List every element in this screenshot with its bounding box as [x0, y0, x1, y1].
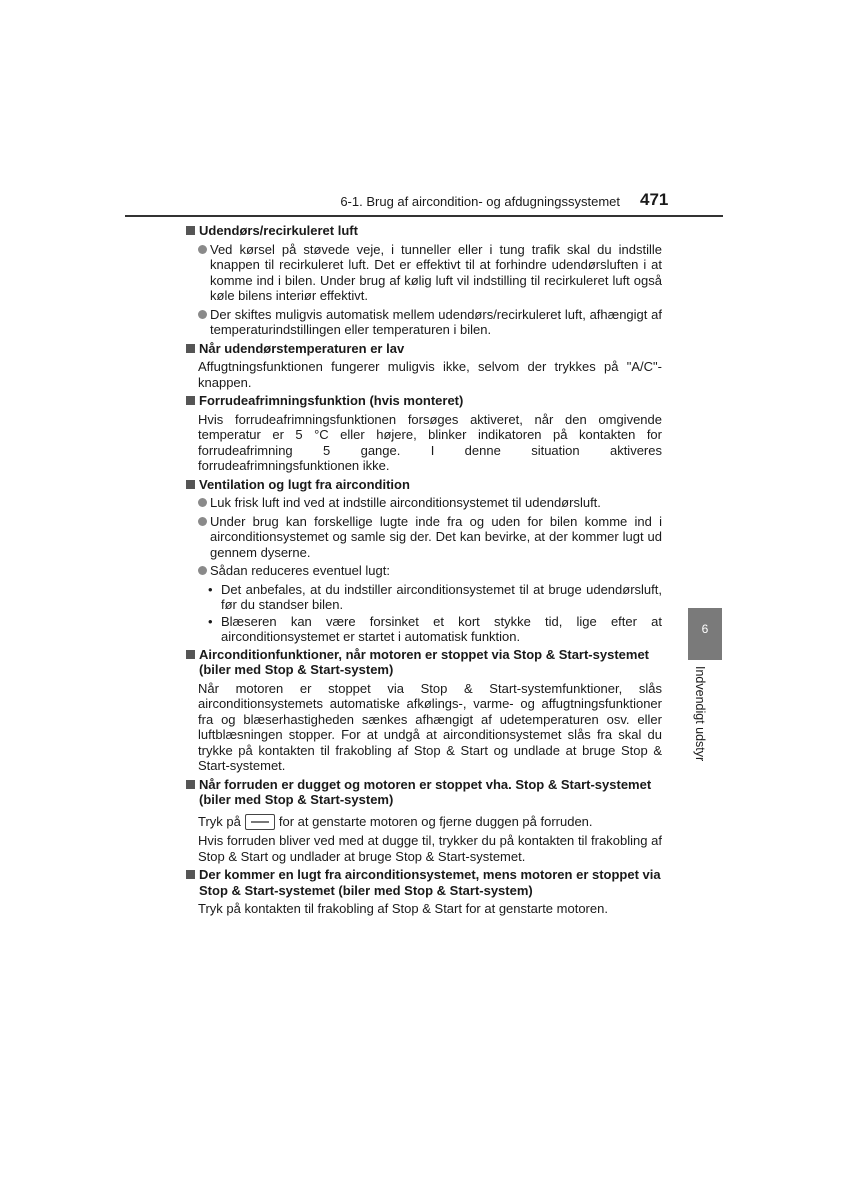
heading-text: Når udendørstemperaturen er lav — [199, 340, 405, 356]
round-bullet-icon — [198, 310, 207, 319]
section-heading — [186, 223, 662, 239]
section-heading — [186, 647, 662, 678]
list-item-text: Sådan reduceres eventuel lugt: — [210, 563, 390, 578]
sub-list-item-text: Det anbefales, at du indstiller airconditionsystemet til at bruge udendørsluft, før du standser bilen. — [221, 581, 662, 612]
list-item-text: Ved kørsel på støvede veje, i tunneller eller i tung trafik skal du indstille knappen til recirkuleret luft. Det er effektivt til at forhindre udendørsluften i at komme ind i bilen. Under brug af kølig luft vil indstilling til recirkuleret luft også køle bilens interiør effektivt. — [210, 241, 662, 303]
round-bullet-icon — [198, 245, 207, 254]
square-bullet-icon — [186, 396, 195, 405]
section-heading — [186, 777, 662, 808]
list-item — [198, 307, 662, 338]
page-number: 471 — [640, 190, 669, 209]
section-heading — [186, 867, 662, 898]
section-fogged-windshield — [186, 777, 662, 865]
section-heading — [186, 341, 662, 357]
paragraph: Affugtningsfunktionen fungerer muligvis ikke, selvom der trykkes på "A/C"-knappen. — [198, 359, 662, 390]
page-content — [186, 223, 662, 920]
list-item-text: Luk frisk luft ind ved at indstille airconditionsystemet til udendørsluft. — [210, 495, 601, 510]
section-windshield-deicer — [186, 393, 662, 474]
heading-text: Forrudeafrimningsfunktion (hvis monteret) — [199, 393, 464, 408]
heading-text: Ventilation og lugt fra aircondition — [199, 476, 410, 492]
sub-list-item — [208, 582, 662, 613]
header-title: 6-1. Brug af aircondition- og afdugningssystemet — [340, 194, 620, 209]
header-divider — [125, 215, 723, 217]
square-bullet-icon — [186, 226, 195, 235]
defroster-button-icon — [245, 814, 275, 830]
middot-bullet-icon: • — [208, 613, 213, 629]
square-bullet-icon — [186, 780, 195, 789]
heading-text: Der kommer en lugt fra airconditionsystemet, mens motoren er stoppet via Stop & Start-systemet (biler med Stop & Start-system) — [199, 867, 661, 898]
middot-bullet-icon: • — [208, 581, 213, 597]
list-item-text: Under brug kan forskellige lugte inde fra og uden for bilen komme ind i airconditionsystemet og samle sig der. Det kan bevirke, at der kommer lugt ud gennem dyserne. — [210, 513, 662, 560]
section-odor-stop-start — [186, 867, 662, 917]
list-item — [198, 495, 662, 511]
heading-text: Airconditionfunktioner, når motoren er stoppet via Stop & Start-systemet (biler med Stop & Start-system) — [199, 646, 650, 677]
paragraph-text: Tryk på — [198, 813, 241, 829]
chapter-tab: 6 — [688, 608, 722, 660]
paragraph: Hvis forrudeafrimningsfunktionen forsøges aktiveret, når den omgivende temperatur er 5 °C eller højere, blinker indikatoren på kontakten for forrudeafrimning 5 gange. I denne situation aktiveres forrudeafrimningsfunktionen ikke. — [198, 411, 662, 473]
chapter-label: Indvendigt udstyr — [693, 666, 707, 762]
list-item — [198, 242, 662, 304]
sub-list-item-text: Blæseren kan være forsinket et kort stykke tid, lige efter at airconditionsystemet er startet i automatisk funktion. — [221, 613, 662, 644]
section-ventilation-odor — [186, 477, 662, 645]
section-ac-stop-start — [186, 647, 662, 774]
paragraph: Når motoren er stoppet via Stop & Start-systemfunktioner, slås airconditionsystemets automatiske afkølings-, varme- og affugtningsfunktioner fra og blæserhastigheden sænkes afhængigt af udetemperaturen osv. eller luftblæsningen stopper. For at undgå at airconditionsystemet slås fra skal du trykke på kontakten til frakobling af Stop & Start og undlade at bruge Stop & Start-systemet. — [198, 680, 662, 773]
square-bullet-icon — [186, 480, 195, 489]
round-bullet-icon — [198, 517, 207, 526]
heading-text: Når forruden er dugget og motoren er stoppet vha. Stop & Start-systemet (biler med Stop & Start-system) — [199, 776, 652, 807]
paragraph: Tryk på kontakten til frakobling af Stop & Start for at genstarte motoren. — [198, 901, 608, 917]
section-low-outside-temperature — [186, 341, 662, 391]
list-item — [198, 563, 662, 579]
round-bullet-icon — [198, 566, 207, 575]
paragraph — [198, 814, 662, 831]
section-heading — [186, 477, 662, 493]
sub-list-item — [208, 614, 662, 645]
heading-text: Udendørs/recirkuleret luft — [199, 223, 358, 238]
round-bullet-icon — [198, 498, 207, 507]
paragraph: Hvis forruden bliver ved med at dugge til, trykker du på kontakten til frakobling af Stop & Start og undlader at bruge Stop & Start-systemet. — [198, 833, 662, 864]
square-bullet-icon — [186, 650, 195, 659]
paragraph-text: for at genstarte motoren og fjerne duggen på forruden. — [278, 813, 593, 829]
section-heading — [186, 393, 662, 409]
square-bullet-icon — [186, 870, 195, 879]
list-item — [198, 514, 662, 561]
list-item-text: Der skiftes muligvis automatisk mellem udendørs/recirkuleret luft, afhængigt af temperaturindstillingen eller temperaturen i bilen. — [210, 306, 662, 337]
section-outside-recirculated-air — [186, 223, 662, 338]
square-bullet-icon — [186, 344, 195, 353]
